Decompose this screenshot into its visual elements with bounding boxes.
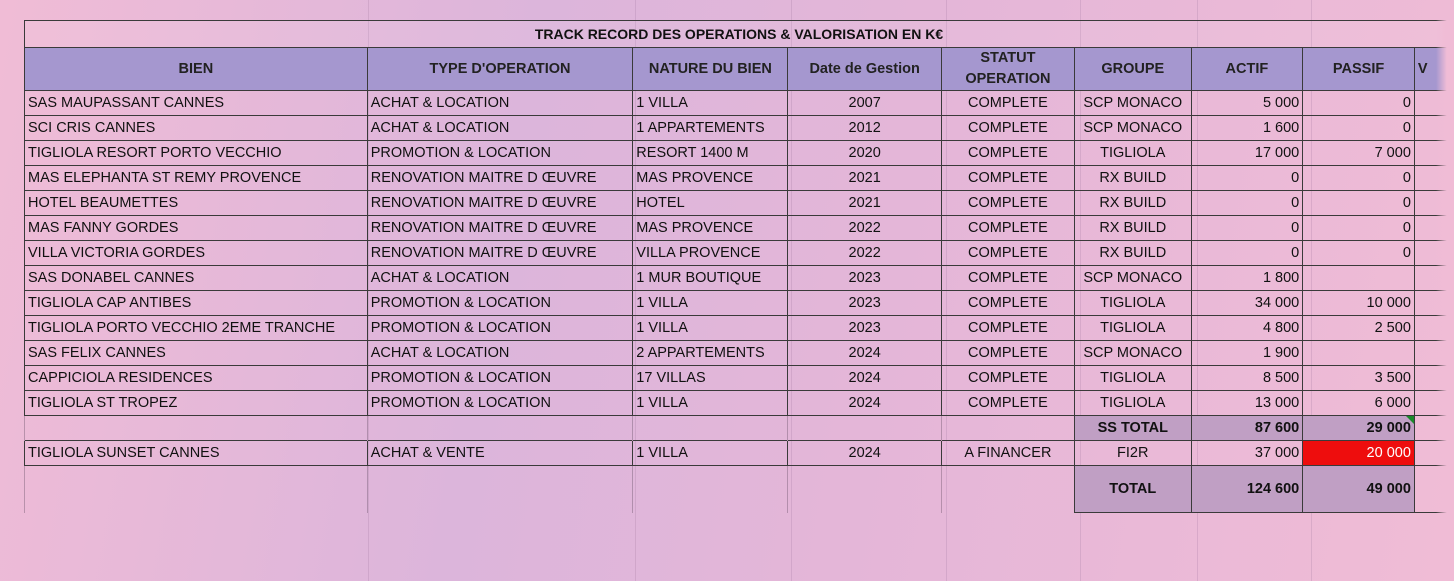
nature-bien-cell[interactable]: 1 VILLA bbox=[633, 316, 788, 341]
groupe-cell[interactable]: TIGLIOLA bbox=[1075, 316, 1192, 341]
type-operation-cell[interactable]: ACHAT & LOCATION bbox=[367, 341, 633, 366]
table-row bbox=[25, 166, 1454, 191]
bien-cell[interactable]: MAS ELEPHANTA ST REMY PROVENCE bbox=[25, 166, 368, 191]
nature-bien-cell[interactable]: 2 APPARTEMENTS bbox=[633, 341, 788, 366]
passif-cell[interactable]: 0 bbox=[1303, 116, 1415, 141]
statut-cell[interactable]: COMPLETE bbox=[941, 341, 1074, 366]
statut-cell[interactable]: COMPLETE bbox=[941, 116, 1074, 141]
column-header-nature-bien[interactable]: NATURE DU BIEN bbox=[633, 48, 788, 91]
track-record-table bbox=[24, 20, 1454, 513]
type-operation-cell[interactable]: PROMOTION & LOCATION bbox=[367, 391, 633, 416]
passif-cell[interactable]: 0 bbox=[1303, 91, 1415, 116]
header-row bbox=[25, 48, 1454, 91]
type-operation-cell[interactable]: ACHAT & LOCATION bbox=[367, 91, 633, 116]
statut-cell[interactable]: COMPLETE bbox=[941, 216, 1074, 241]
passif-cell[interactable]: 2 500 bbox=[1303, 316, 1415, 341]
nature-bien-cell[interactable]: MAS PROVENCE bbox=[633, 216, 788, 241]
statut-cell[interactable]: COMPLETE bbox=[941, 166, 1074, 191]
empty-cell[interactable] bbox=[941, 416, 1074, 441]
bien-cell[interactable]: TIGLIOLA ST TROPEZ bbox=[25, 391, 368, 416]
column-header-date-gestion[interactable]: Date de Gestion bbox=[788, 48, 941, 91]
passif-cell[interactable] bbox=[1303, 341, 1415, 366]
subtotal-row bbox=[25, 416, 1454, 441]
actif-cell[interactable]: 1 900 bbox=[1191, 341, 1303, 366]
total-row bbox=[25, 466, 1454, 513]
comment-indicator-icon[interactable] bbox=[1406, 416, 1414, 424]
empty-cell[interactable] bbox=[633, 416, 788, 441]
table-row bbox=[25, 266, 1454, 291]
table-row bbox=[25, 341, 1454, 366]
statut-cell[interactable]: COMPLETE bbox=[941, 191, 1074, 216]
empty-cell[interactable] bbox=[941, 466, 1074, 513]
type-operation-cell[interactable]: PROMOTION & LOCATION bbox=[367, 291, 633, 316]
subtotal-passif[interactable]: 29 000 bbox=[1303, 416, 1415, 441]
passif-cell[interactable]: 0 bbox=[1303, 216, 1415, 241]
statut-cell[interactable]: COMPLETE bbox=[941, 291, 1074, 316]
date-gestion-cell[interactable]: 2023 bbox=[788, 291, 941, 316]
bien-cell[interactable]: SAS MAUPASSANT CANNES bbox=[25, 91, 368, 116]
type-operation-cell[interactable]: RENOVATION MAITRE D ŒUVRE bbox=[367, 241, 633, 266]
date-gestion-cell[interactable]: 2020 bbox=[788, 141, 941, 166]
statut-cell[interactable]: A FINANCER bbox=[941, 441, 1074, 466]
groupe-cell[interactable]: TIGLIOLA bbox=[1075, 391, 1192, 416]
bien-cell[interactable]: HOTEL BEAUMETTES bbox=[25, 191, 368, 216]
bien-cell[interactable]: TIGLIOLA CAP ANTIBES bbox=[25, 291, 368, 316]
actif-cell[interactable]: 1 800 bbox=[1191, 266, 1303, 291]
table-row bbox=[25, 391, 1454, 416]
table-row bbox=[25, 141, 1454, 166]
actif-cell[interactable]: 1 600 bbox=[1191, 116, 1303, 141]
nature-bien-cell[interactable]: 1 MUR BOUTIQUE bbox=[633, 266, 788, 291]
table-row bbox=[25, 91, 1454, 116]
statut-cell[interactable]: COMPLETE bbox=[941, 366, 1074, 391]
passif-cell[interactable]: 0 bbox=[1303, 241, 1415, 266]
type-operation-cell[interactable]: PROMOTION & LOCATION bbox=[367, 141, 633, 166]
column-header-groupe[interactable]: GROUPE bbox=[1075, 48, 1192, 91]
actif-cell[interactable]: 34 000 bbox=[1191, 291, 1303, 316]
empty-cell[interactable] bbox=[25, 416, 368, 441]
nature-bien-cell[interactable]: MAS PROVENCE bbox=[633, 166, 788, 191]
type-operation-cell[interactable]: ACHAT & LOCATION bbox=[367, 116, 633, 141]
groupe-cell[interactable]: RX BUILD bbox=[1075, 191, 1192, 216]
date-gestion-cell[interactable]: 2007 bbox=[788, 91, 941, 116]
bien-cell[interactable]: MAS FANNY GORDES bbox=[25, 216, 368, 241]
subtotal-actif[interactable]: 87 600 bbox=[1191, 416, 1303, 441]
pending-row bbox=[25, 441, 1454, 466]
type-operation-cell[interactable]: RENOVATION MAITRE D ŒUVRE bbox=[367, 191, 633, 216]
date-gestion-cell[interactable]: 2023 bbox=[788, 316, 941, 341]
nature-bien-cell[interactable]: HOTEL bbox=[633, 191, 788, 216]
passif-cell[interactable]: 0 bbox=[1303, 191, 1415, 216]
nature-bien-cell[interactable]: 1 VILLA bbox=[633, 91, 788, 116]
date-gestion-cell[interactable]: 2024 bbox=[788, 366, 941, 391]
statut-cell[interactable]: COMPLETE bbox=[941, 316, 1074, 341]
empty-cell[interactable] bbox=[633, 466, 788, 513]
groupe-cell[interactable]: TIGLIOLA bbox=[1075, 291, 1192, 316]
actif-cell[interactable]: 5 000 bbox=[1191, 91, 1303, 116]
passif-cell[interactable] bbox=[1303, 266, 1415, 291]
column-header-truncated[interactable]: V bbox=[1414, 48, 1453, 91]
bien-cell[interactable]: VILLA VICTORIA GORDES bbox=[25, 241, 368, 266]
total-passif[interactable]: 49 000 bbox=[1303, 466, 1415, 513]
table-row bbox=[25, 366, 1454, 391]
groupe-cell[interactable]: RX BUILD bbox=[1075, 241, 1192, 266]
date-gestion-cell[interactable]: 2022 bbox=[788, 216, 941, 241]
column-header-bien[interactable]: BIEN bbox=[25, 48, 368, 91]
date-gestion-cell[interactable]: 2023 bbox=[788, 266, 941, 291]
column-header-type-operation[interactable]: TYPE D'OPERATION bbox=[367, 48, 633, 91]
type-operation-cell[interactable]: RENOVATION MAITRE D ŒUVRE bbox=[367, 166, 633, 191]
date-gestion-cell[interactable]: 2024 bbox=[788, 441, 941, 466]
table-title[interactable]: TRACK RECORD DES OPERATIONS & VALORISATION EN K€ bbox=[25, 21, 1454, 48]
table-row bbox=[25, 191, 1454, 216]
table-row bbox=[25, 241, 1454, 266]
statut-cell[interactable]: COMPLETE bbox=[941, 266, 1074, 291]
empty-cell[interactable] bbox=[367, 416, 633, 441]
actif-cell[interactable]: 17 000 bbox=[1191, 141, 1303, 166]
table-row bbox=[25, 291, 1454, 316]
empty-cell[interactable] bbox=[25, 466, 368, 513]
passif-cell[interactable]: 20 000 bbox=[1303, 441, 1415, 466]
nature-bien-cell[interactable]: VILLA PROVENCE bbox=[633, 241, 788, 266]
groupe-cell[interactable]: FI2R bbox=[1075, 441, 1192, 466]
actif-cell[interactable]: 13 000 bbox=[1191, 391, 1303, 416]
type-operation-cell[interactable]: PROMOTION & LOCATION bbox=[367, 366, 633, 391]
date-gestion-cell[interactable]: 2021 bbox=[788, 191, 941, 216]
actif-cell[interactable]: 8 500 bbox=[1191, 366, 1303, 391]
groupe-cell[interactable]: RX BUILD bbox=[1075, 166, 1192, 191]
actif-cell[interactable]: 0 bbox=[1191, 166, 1303, 191]
date-gestion-cell[interactable]: 2021 bbox=[788, 166, 941, 191]
bien-cell[interactable]: SAS FELIX CANNES bbox=[25, 341, 368, 366]
empty-cell[interactable] bbox=[788, 466, 941, 513]
passif-cell[interactable]: 7 000 bbox=[1303, 141, 1415, 166]
bien-cell[interactable]: SAS DONABEL CANNES bbox=[25, 266, 368, 291]
actif-cell[interactable]: 0 bbox=[1191, 191, 1303, 216]
date-gestion-cell[interactable]: 2012 bbox=[788, 116, 941, 141]
nature-bien-cell[interactable]: 17 VILLAS bbox=[633, 366, 788, 391]
bien-cell[interactable]: SCI CRIS CANNES bbox=[25, 116, 368, 141]
statut-cell[interactable]: COMPLETE bbox=[941, 141, 1074, 166]
passif-cell[interactable]: 3 500 bbox=[1303, 366, 1415, 391]
actif-cell[interactable]: 0 bbox=[1191, 216, 1303, 241]
column-header-passif[interactable]: PASSIF bbox=[1303, 48, 1415, 91]
groupe-cell[interactable]: TIGLIOLA bbox=[1075, 366, 1192, 391]
nature-bien-cell[interactable]: 1 VILLA bbox=[633, 291, 788, 316]
nature-bien-cell[interactable]: 1 APPARTEMENTS bbox=[633, 116, 788, 141]
type-operation-cell[interactable]: PROMOTION & LOCATION bbox=[367, 316, 633, 341]
empty-cell[interactable] bbox=[367, 466, 633, 513]
table-row bbox=[25, 116, 1454, 141]
table-row bbox=[25, 216, 1454, 241]
groupe-cell[interactable]: RX BUILD bbox=[1075, 216, 1192, 241]
statut-cell[interactable]: COMPLETE bbox=[941, 91, 1074, 116]
bien-cell[interactable]: TIGLIOLA RESORT PORTO VECCHIO bbox=[25, 141, 368, 166]
statut-cell[interactable]: COMPLETE bbox=[941, 391, 1074, 416]
date-gestion-cell[interactable]: 2022 bbox=[788, 241, 941, 266]
nature-bien-cell[interactable]: 1 VILLA bbox=[633, 391, 788, 416]
total-label[interactable]: TOTAL bbox=[1075, 466, 1192, 513]
bien-cell[interactable]: CAPPICIOLA RESIDENCES bbox=[25, 366, 368, 391]
date-gestion-cell[interactable]: 2024 bbox=[788, 391, 941, 416]
nature-bien-cell[interactable]: RESORT 1400 M bbox=[633, 141, 788, 166]
nature-bien-cell[interactable]: 1 VILLA bbox=[633, 441, 788, 466]
subtotal-label[interactable]: SS TOTAL bbox=[1075, 416, 1192, 441]
groupe-cell[interactable]: SCP MONACO bbox=[1075, 91, 1192, 116]
actif-cell[interactable]: 0 bbox=[1191, 241, 1303, 266]
bien-cell[interactable]: TIGLIOLA PORTO VECCHIO 2EME TRANCHE bbox=[25, 316, 368, 341]
column-header-statut-operation[interactable]: STATUT OPERATION bbox=[941, 48, 1074, 91]
type-operation-cell[interactable]: ACHAT & LOCATION bbox=[367, 266, 633, 291]
passif-cell[interactable]: 6 000 bbox=[1303, 391, 1415, 416]
actif-cell[interactable]: 4 800 bbox=[1191, 316, 1303, 341]
passif-cell[interactable]: 10 000 bbox=[1303, 291, 1415, 316]
actif-cell[interactable]: 37 000 bbox=[1191, 441, 1303, 466]
groupe-cell[interactable]: SCP MONACO bbox=[1075, 341, 1192, 366]
empty-cell[interactable] bbox=[788, 416, 941, 441]
bien-cell[interactable]: TIGLIOLA SUNSET CANNES bbox=[25, 441, 368, 466]
groupe-cell[interactable]: SCP MONACO bbox=[1075, 116, 1192, 141]
total-actif[interactable]: 124 600 bbox=[1191, 466, 1303, 513]
groupe-cell[interactable]: SCP MONACO bbox=[1075, 266, 1192, 291]
type-operation-cell[interactable]: RENOVATION MAITRE D ŒUVRE bbox=[367, 216, 633, 241]
type-operation-cell[interactable]: ACHAT & VENTE bbox=[367, 441, 633, 466]
passif-cell[interactable]: 0 bbox=[1303, 166, 1415, 191]
groupe-cell[interactable]: TIGLIOLA bbox=[1075, 141, 1192, 166]
screen-edge-fade bbox=[1436, 20, 1454, 560]
column-header-actif[interactable]: ACTIF bbox=[1191, 48, 1303, 91]
table-row bbox=[25, 316, 1454, 341]
statut-cell[interactable]: COMPLETE bbox=[941, 241, 1074, 266]
date-gestion-cell[interactable]: 2024 bbox=[788, 341, 941, 366]
